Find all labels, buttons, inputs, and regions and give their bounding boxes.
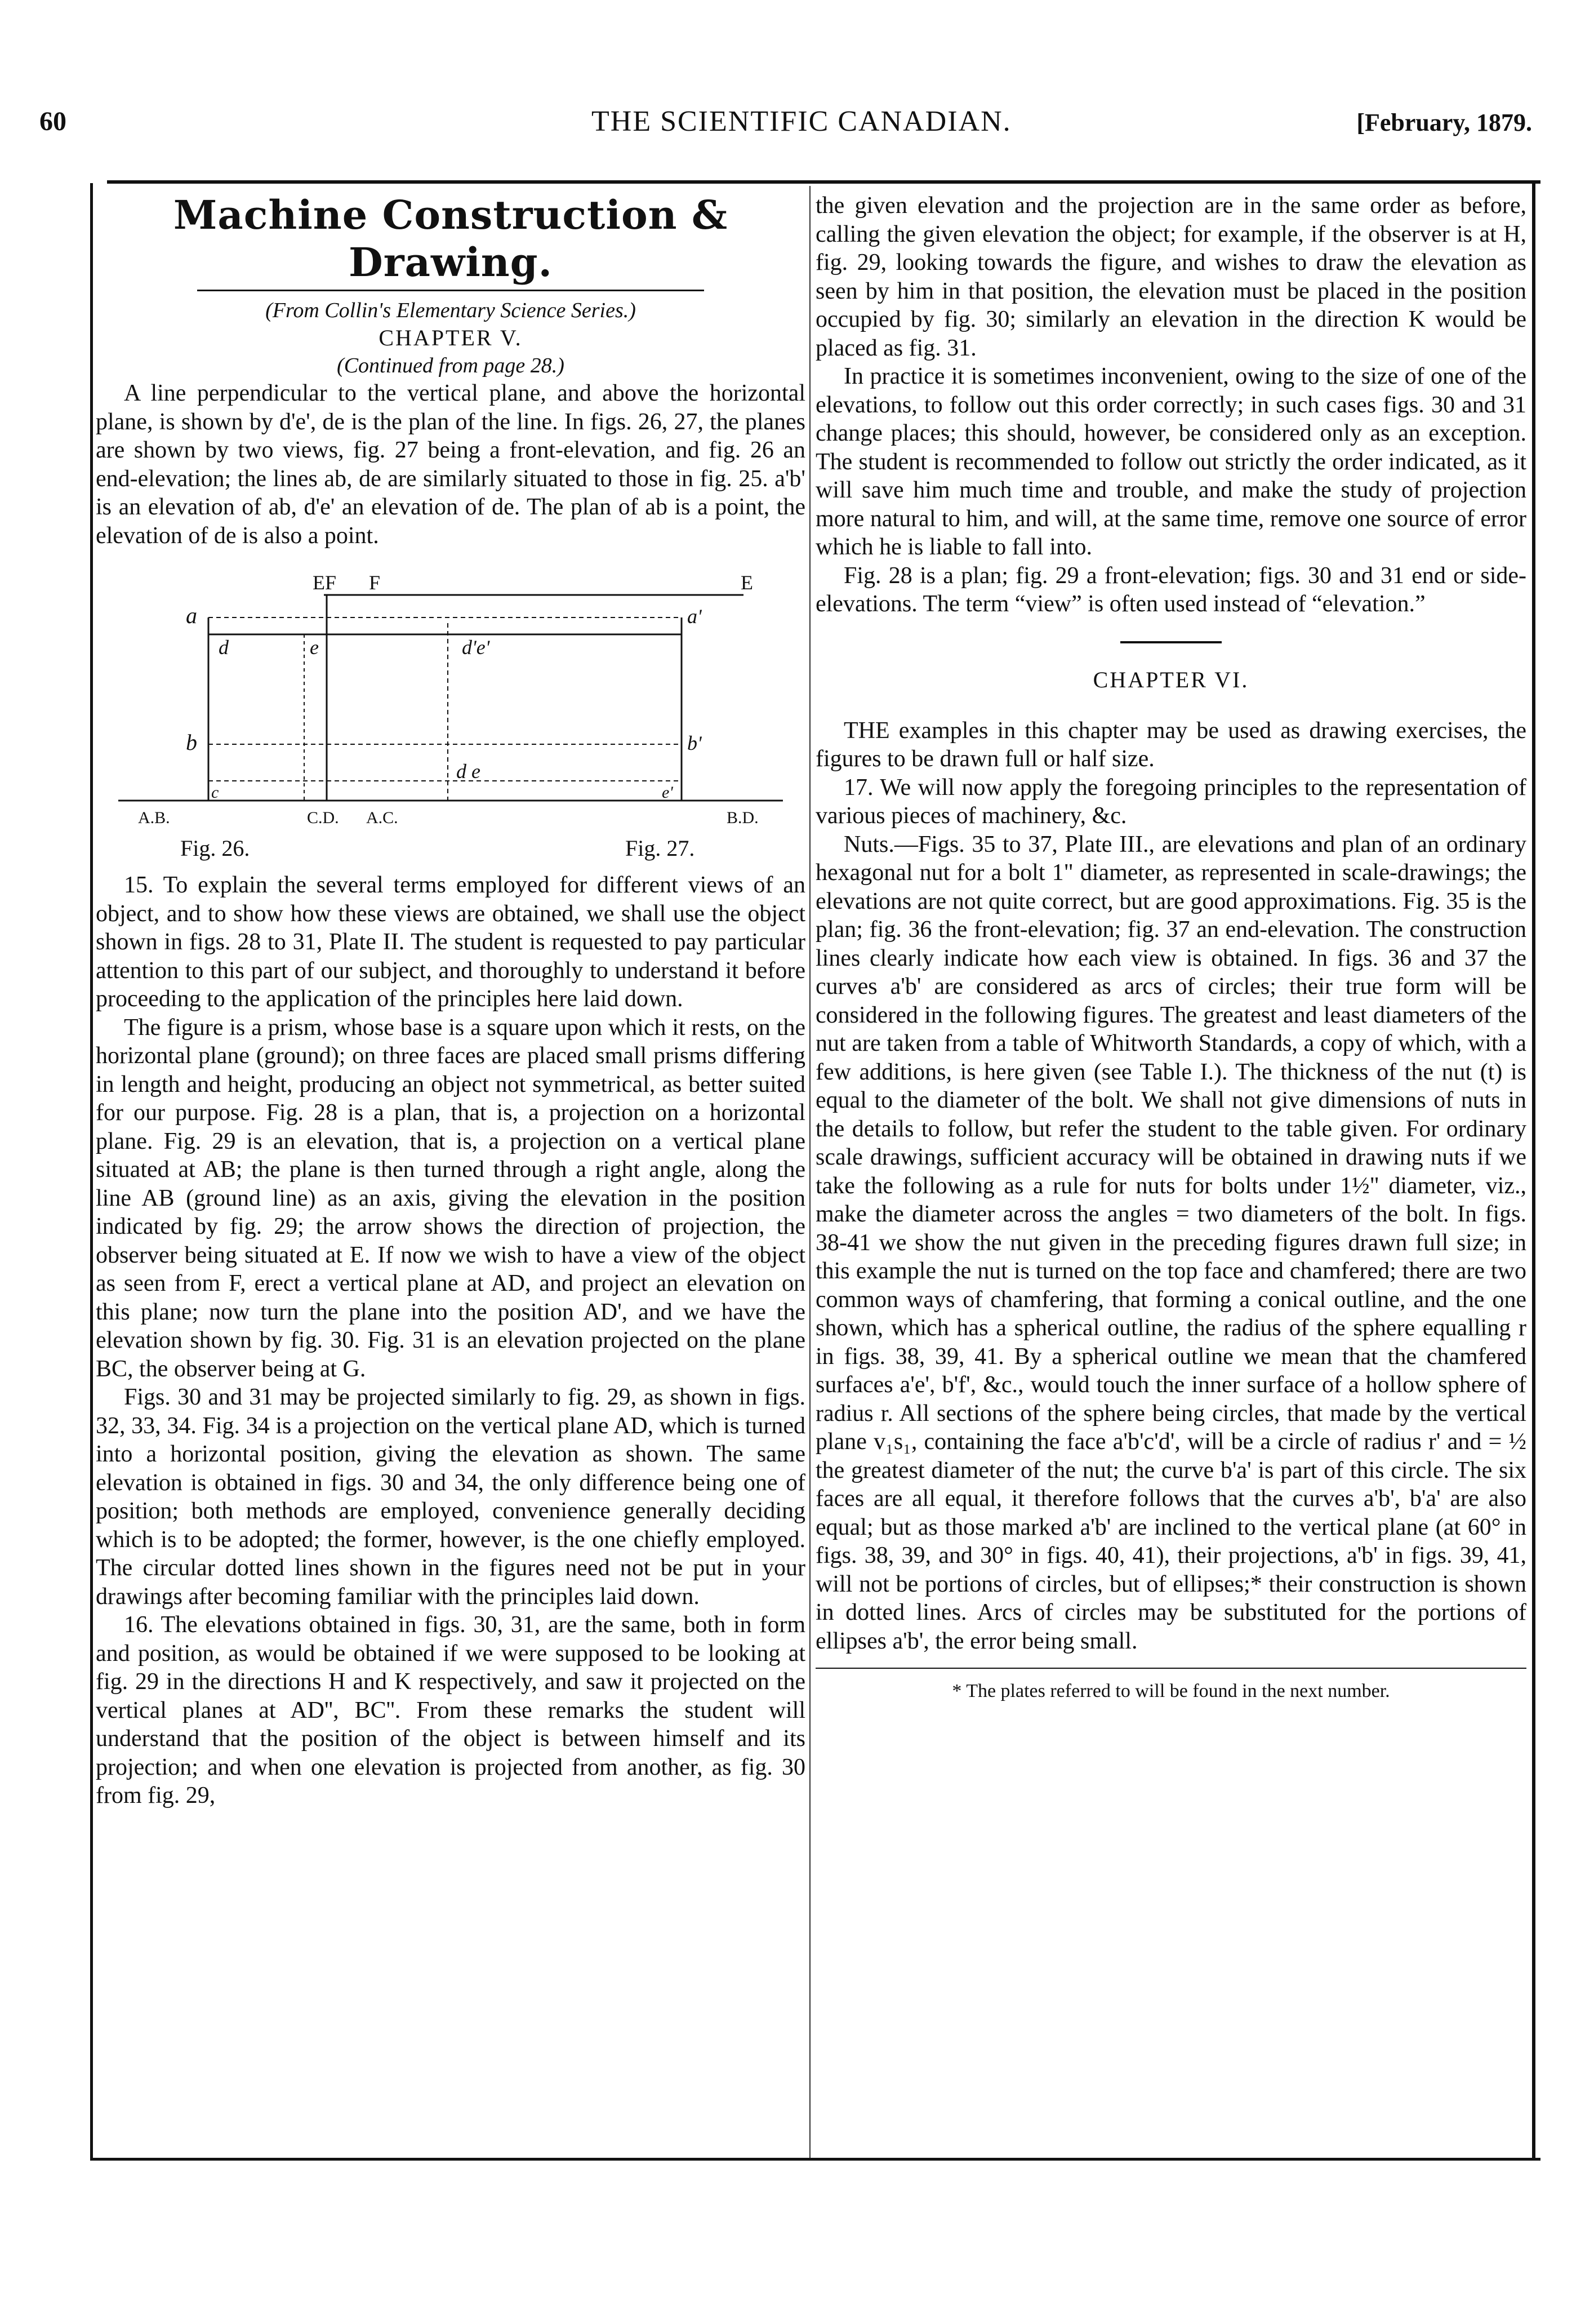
label-e-prime: e' xyxy=(662,783,673,802)
label-d: d xyxy=(219,636,229,659)
label-ef: EF xyxy=(313,571,337,594)
paragraph-r1: the given elevation and the projection are in the same order as before, calling the given elevation the object; for example, if the observer is at H, fig. 29, looking towards the figure, and wishes to draw the elevation as seen by him in that position, the elevation must be placed in the position occupied by fig. 30; similarly an elevation in the direction K would be placed as fig. 31. xyxy=(816,193,1526,361)
chapter-heading: CHAPTER V. xyxy=(379,325,523,350)
caption-fig-27: Fig. 27. xyxy=(625,836,695,861)
chapter-6-heading: CHAPTER VI. xyxy=(1093,666,1249,692)
paragraph-17: 17. We will now apply the foregoing principles to the representation of various pieces of machinery, &c. xyxy=(816,774,1526,829)
paragraph-r4: THE examples in this chapter may be used as drawing exercises, the figures to be drawn full or half size. xyxy=(816,717,1526,772)
label-f: F xyxy=(369,571,381,594)
paragraph-intro: A line perpendicular to the vertical plane, and above the horizontal plane, is shown by d'e', de is the plan of the line. In figs. 26, 27, the planes are shown by two views, fig. 27 being a front-elevation, and fig. 26 an end-elevation; the lines ab, de are similarly situated to those in fig. 25. a'b' is an elevation of ab, d'e' an elevation of de. The plan of ab is a point, the elevation of de is also a point. xyxy=(96,380,805,549)
label-a-prime: a' xyxy=(687,605,702,628)
label-bd: B.D. xyxy=(727,808,759,827)
label-de-lower: d e xyxy=(456,760,480,783)
paragraph-nuts: Nuts.—Figs. 35 to 37, Plate III., are elevations and plan of an ordinary hexagonal nut for a bolt 1" diameter, as represented in scale-drawings; the elevations are not quite correct, but are good approximations. Fig. 35 is the plan; fig. 36 the front-elevation; fig. 37 an end-elevation. The construction lines clearly indicate how each view is obtained. In figs. 36 and 37 the curves a'b' are considered as arcs of circles; their true form will be considered in the following figures. The greatest and least diameters of the nut are taken from a table of Whitworth Standards, a copy of which, with a few additions, is here given (see Table I.). The thickness of the nut (t) is equal to the diameter of the bolt. We shall not give dimensions of nuts in the details to follow, but refer the student to the table given. For ordinary scale drawings, sufficient accuracy will be obtained in drawing nuts if we take the following as a rule for nuts for bolts under 1½" diameter, viz., make the diameter across the angles = two diameters of the bolt. In figs. 38-41 we show the nut given in the preceding figures drawn full size; in this example the nut is turned on the top face and chamfered; there are two common ways of chamfering, that forming a conical outline, and the one shown, which has a spherical outline, the radius of the sphere equalling r in figs. 38, 39, 41. By a spherical outline we mean that the chamfered surfaces a'e', b'f', &c., would touch the inner surface of a hollow sphere of radius r. All sections of the sphere being circles, that made by the vertical plane v₁s₁, containing the face a'b'c'd', will be a circle of radius r' and = ½ the greatest diameter of the nut; the curve b'a' is part of this circle. The six faces are all equal, it therefore follows that the curves a'b', b'a' are also equal; but as those marked a'b' are inclined to the vertical plane (at 60° in figs. 38, 39, and 30° in figs. 40, 41), their projections, a'b' in figs. 39, 41, will not be portions of circles, but of ellipses;* their construction is shown in dotted lines. Arcs of circles may be substituted for the portions of ellipses a'b', the error being small. xyxy=(816,831,1526,1654)
paragraph-15b: The figure is a prism, whose base is a square upon which it rests, on the horizontal plane (ground); on three faces are placed small prisms differing in length and height, producing an object not symmetrical, as better suited for our purpose. Fig. 28 is a plan, that is, a projection on a horizontal plane. Fig. 29 is an elevation, that is, a projection on a vertical plane situated at AB; the plane is then turned through a right angle, along the line AB (ground line) as an axis, giving the elevation in the position indicated by fig. 29; the arrow shows the direction of projection, the observer being situated at E. If now we wish to have a view of the object as seen from F, erect a vertical plane at AD, and project an elevation on this plane; now turn the plane into the position AD', and we have the elevation shown by fig. 30. Fig. 31 is an elevation projected on the plane BC, the observer being at G. xyxy=(96,1014,805,1382)
frame-top-rule xyxy=(107,180,1540,184)
label-e-small: e xyxy=(310,636,319,659)
page-header xyxy=(0,0,1594,146)
label-de-prime: d'e' xyxy=(462,636,490,659)
footnote: * The plates referred to will be found in the next number. xyxy=(952,1681,1390,1701)
frame-left-rule xyxy=(90,183,93,2158)
paragraph-r3: Fig. 28 is a plan; fig. 29 a front-elevation; figs. 30 and 31 end or side-elevations. The term “view” is often used instead of “elevation.” xyxy=(816,562,1526,617)
footnote-rule xyxy=(816,1668,1526,1669)
section-rule xyxy=(1120,641,1222,643)
label-cd: C.D. xyxy=(307,808,339,827)
title-rule xyxy=(197,290,704,291)
issue-date: [February, 1879. xyxy=(1356,109,1532,136)
label-ac: A.C. xyxy=(366,808,398,827)
right-column xyxy=(816,192,1526,1704)
paragraph-15c: Figs. 30 and 31 may be projected similarly to fig. 29, as shown in figs. 32, 33, 34. Fig. 34 is a projection on the vertical plane AD, which is turned into a horizontal position, giving the elevation as shown. The same elevation is obtained in figs. 30 and 34, the only difference being one of position; both methods are employed, convenience generally deciding which is to be adopted; the former, however, is the one chiefly employed. The circular dotted lines shown in the figures need not be put in your drawings after becoming familiar with the principles laid down. xyxy=(96,1384,805,1610)
label-b: b xyxy=(186,730,197,755)
paragraph-16: 16. The elevations obtained in figs. 30, 31, are the same, both in form and position, as would be obtained if we were supposed to be looking at fig. 29 in the directions H and K respectively, and saw it projected on the vertical planes at AD'', BC''. From these remarks the student will understand that the position of the object is between himself and its projection; and when one elevation is projected from another, as fig. 30 from fig. 29, xyxy=(96,1612,805,1808)
continued-note: (Continued from page 28.) xyxy=(337,354,564,377)
page-number: 60 xyxy=(39,106,66,136)
projection-diagram xyxy=(96,556,805,871)
caption-fig-26: Fig. 26. xyxy=(180,836,250,861)
label-ab: A.B. xyxy=(138,808,170,827)
paragraph-15: 15. To explain the several terms employed for different views of an object, and to show how these views are obtained, we shall use the object shown in figs. 28 to 31, Plate II. The student is requested to pay particular attention to this part of our subject, and thoroughly to understand it before proceeding to the application of the principles here laid down. xyxy=(96,872,805,1012)
label-e: E xyxy=(741,571,753,594)
source-note: (From Collin's Elementary Science Series.) xyxy=(265,299,636,322)
frame-bottom-rule xyxy=(90,2158,1540,2161)
left-column xyxy=(96,192,805,1810)
column-divider xyxy=(809,186,811,2158)
paragraph-r2: In practice it is sometimes inconvenient, owing to the size of one of the elevations, to follow out this order correctly; in such cases figs. 30 and 31 change places; this should, however, be considered only as an exception. The student is recommended to follow out strictly the order indicated, as it will save him much time and trouble, and make the study of projection more natural to him, and will, at the same time, remove one source of error which he is liable to fall into. xyxy=(816,363,1526,560)
frame-right-rule xyxy=(1532,183,1535,2158)
figure-26-27 xyxy=(96,556,805,871)
article-title: Machine Construction & Drawing. xyxy=(173,192,728,286)
label-b-prime: b' xyxy=(687,732,702,754)
label-a: a xyxy=(186,603,197,628)
running-title: THE SCIENTIFIC CANADIAN. xyxy=(591,105,1012,137)
label-c: c xyxy=(211,783,219,802)
